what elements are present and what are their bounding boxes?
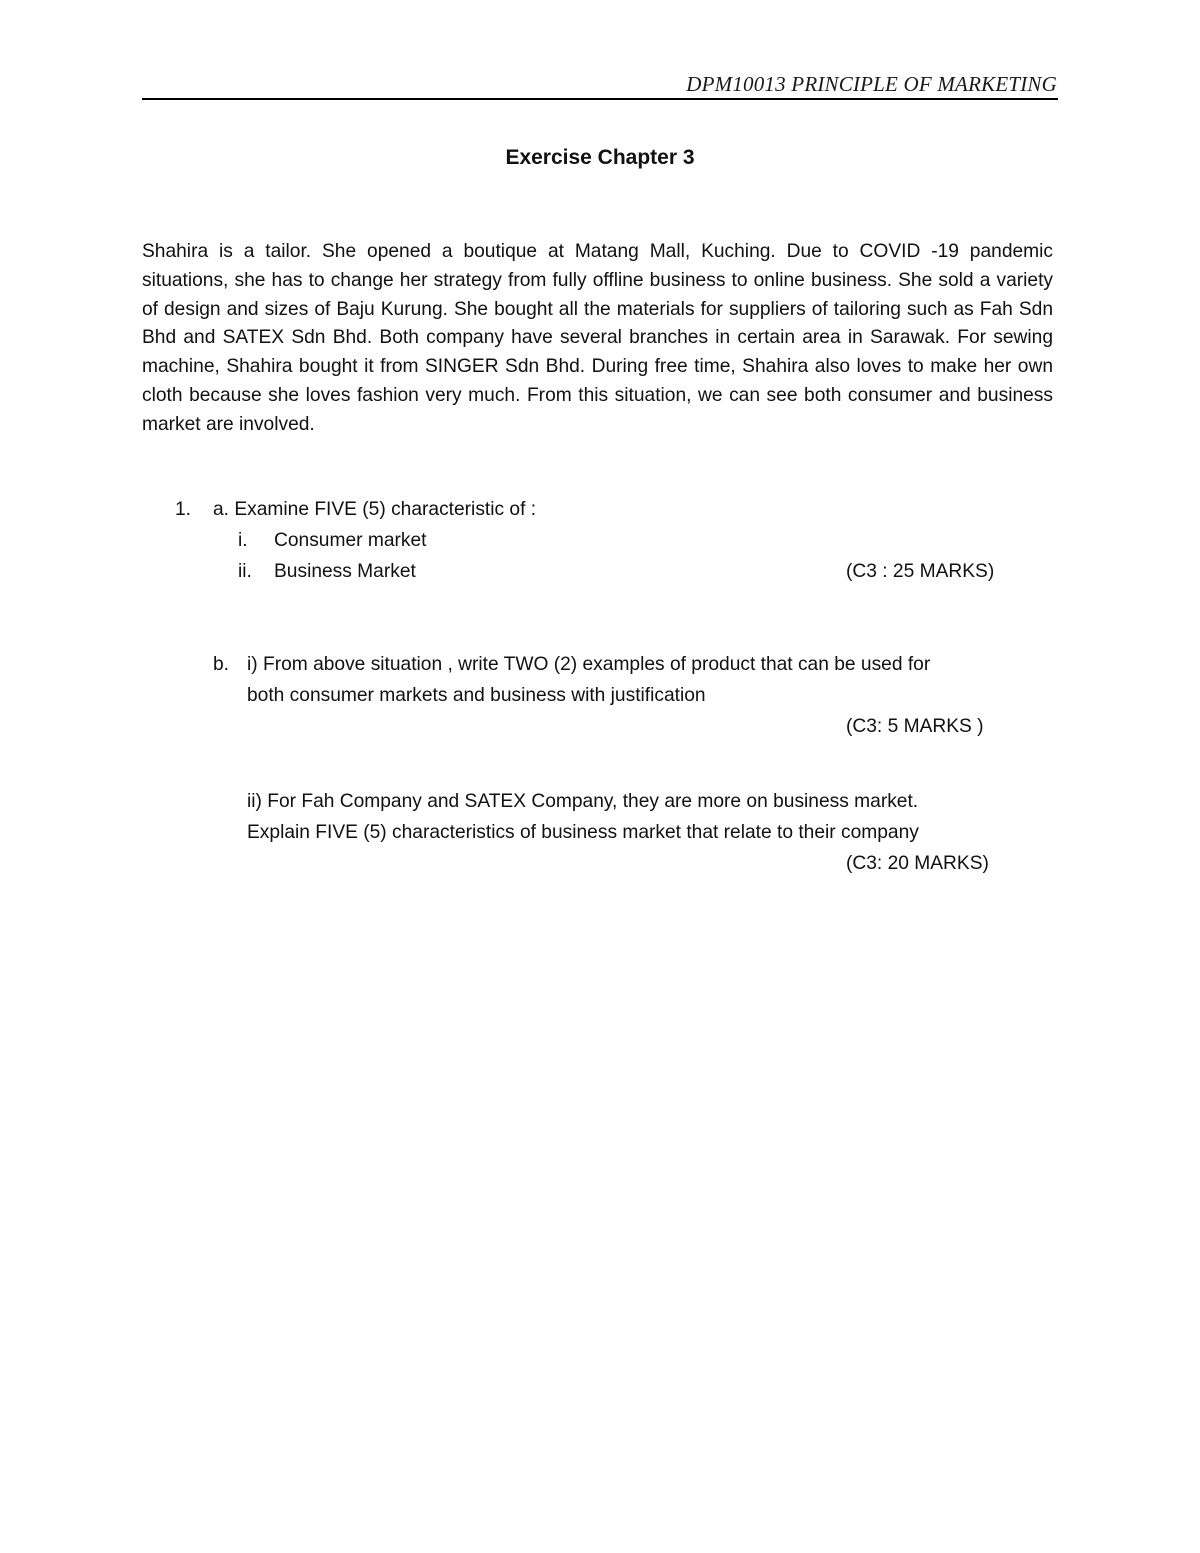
question-1b-marker: b.: [213, 654, 230, 675]
list-item-marker: i.: [238, 530, 248, 551]
question-1a-prompt: a. Examine FIVE (5) characteristic of :: [213, 499, 537, 520]
marks-label-1b-i: (C3: 5 MARKS ): [846, 716, 984, 737]
marks-label-1b-ii: (C3: 20 MARKS): [846, 853, 989, 874]
page-title: Exercise Chapter 3: [505, 146, 695, 169]
question-number: 1.: [175, 499, 192, 520]
question-1b-ii-line1: ii) For Fah Company and SATEX Company, they are more on business market.: [247, 791, 919, 812]
list-item-business-market: Business Market: [274, 561, 416, 582]
list-item-consumer-market: Consumer market: [274, 530, 427, 551]
question-1b-ii-line2: Explain FIVE (5) characteristics of business market that relate to their company: [247, 822, 919, 843]
question-1b-i-line2: both consumer markets and business with justification: [247, 685, 706, 706]
list-item-marker: ii.: [238, 561, 252, 582]
scenario-paragraph: Shahira is a tailor. She opened a boutique at Matang Mall, Kuching. Due to COVID -19 pandemic situations, she has to change her strategy from fully offline business to online business. She sold a variety of design and sizes of Baju Kurung. She bought all the materials for suppliers of tailoring such as Fah Sdn Bhd and SATEX Sdn Bhd. Both company have several branches in certain area in Sarawak. For sewing machine, Shahira bought it from SINGER Sdn Bhd. During free time, Shahira also loves to make her own cloth because she loves fashion very much. From this situation, we can see both consumer and business market are involved.: [142, 241, 1053, 435]
marks-label-1a: (C3 : 25 MARKS): [846, 561, 995, 582]
question-1b-i-line1: i) From above situation , write TWO (2) examples of product that can be used for: [247, 654, 931, 675]
header-divider: [142, 98, 1058, 100]
course-header: DPM10013 PRINCIPLE OF MARKETING: [686, 72, 1057, 96]
